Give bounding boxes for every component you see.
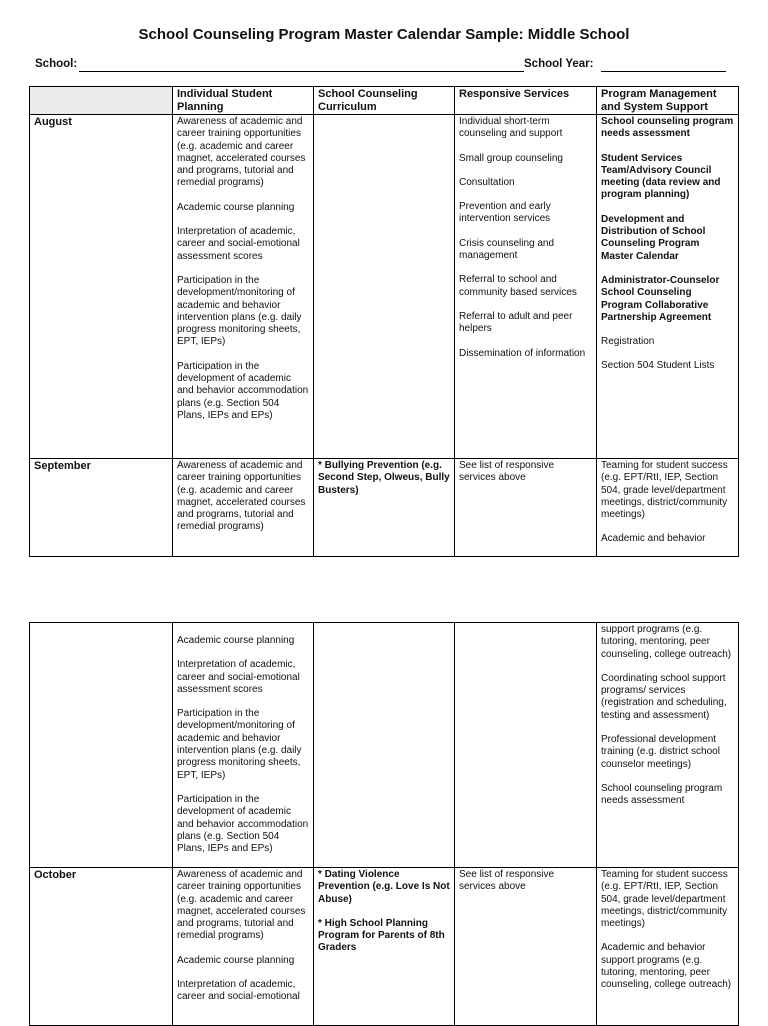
october-individual-item: Academic course planning (177, 954, 295, 966)
table-row-october (30, 868, 739, 1026)
september-responsive-item: See list of responsive services above (459, 460, 555, 484)
august-individual-cell (173, 115, 314, 459)
october-individual-item: Interpretation of academic, career and social-emotional (177, 979, 300, 1003)
august-individual-item: Interpretation of academic, career and social-emotional assessment scores (177, 226, 300, 262)
continued-program-cell (597, 623, 739, 868)
continued-individual-item: Participation in the development/monitoring of academic and behavior intervention plans (e.g. daily progress monitoring sheets, EPT, IEPs) (177, 708, 302, 781)
school-year-label: School Year: (524, 58, 594, 70)
september-curriculum-cell (314, 459, 455, 557)
august-individual-item: Participation in the development of academic and behavior accommodation plans (e.g. Section 504 Plans, IEPs and EPs) (177, 360, 309, 421)
september-program-cell (597, 459, 739, 557)
august-responsive-item: Crisis counseling and management (459, 237, 555, 262)
school-info-line (35, 58, 735, 74)
month-september: September (30, 459, 173, 557)
august-responsive-item: Small group counseling (459, 152, 563, 164)
october-responsive-item: See list of responsive services above (459, 869, 555, 893)
august-responsive-item: Referral to school and community based services (459, 274, 577, 298)
august-individual-item: Awareness of academic and career training opportunities (e.g. academic and career magnet, accelerated courses and programs, tutorial and remedial programs) (177, 116, 306, 189)
header-month-blank (30, 87, 173, 115)
october-individual-cell (173, 868, 314, 1026)
september-program-item: Academic and behavior (601, 533, 706, 545)
school-label: School: (35, 58, 78, 70)
header-school-counseling-curriculum: School Counseling Curriculum (314, 87, 455, 115)
table-row-september-continued (30, 623, 739, 868)
october-program-item: Teaming for student success (e.g. EPT/RtI, IEP, Section 504, grade level/department meetings, district/community meetings) (601, 869, 728, 930)
september-individual-item: Awareness of academic and career training opportunities (e.g. academic and career magnet, accelerated courses and programs, tutorial and remedial programs) (177, 460, 306, 533)
continued-program-item: support programs (e.g. tutoring, mentoring, peer counseling, college outreach) (601, 624, 732, 660)
calendar-table-page-1 (29, 86, 739, 557)
september-curriculum-item: * Bullying Prevention (e.g. Second Step, Olweus, Bully Busters) (318, 460, 450, 496)
september-individual-cell (173, 459, 314, 557)
header-program-management: Program Management and System Support (597, 87, 739, 115)
table-row-august (30, 115, 739, 459)
month-august: August (30, 115, 173, 459)
october-program-item: Academic and behavior support programs (e.g. tutoring, mentoring, peer counseling, college outreach) (601, 942, 732, 991)
august-curriculum-cell (314, 115, 455, 459)
august-responsive-cell (455, 115, 597, 459)
month-october: October (30, 868, 173, 1026)
school-year-blank[interactable] (601, 71, 726, 72)
october-individual-item: Awareness of academic and career training opportunities (e.g. academic and career magnet, accelerated courses and programs, tutorial and remedial programs) (177, 869, 306, 942)
august-individual-item: Academic course planning (177, 201, 295, 213)
october-curriculum-cell (314, 868, 455, 1026)
october-curriculum-item: * Dating Violence Prevention (e.g. Love Is Not Abuse) (318, 869, 450, 905)
august-program-item: Registration (601, 336, 655, 348)
august-individual-item: Participation in the development/monitoring of academic and behavior intervention plans (e.g. daily progress monitoring sheets, EPT, IEPs) (177, 274, 302, 348)
august-responsive-item: Individual short-term counseling and support (459, 116, 563, 140)
august-responsive-item: Consultation (459, 176, 515, 188)
august-program-item: Administrator-Counselor School Counseling Program Collaborative Partnership Agreement (601, 274, 720, 323)
august-responsive-item: Referral to adult and peer helpers (459, 310, 573, 335)
continued-individual-item: Participation in the development of academic and behavior accommodation plans (e.g. Section 504 Plans, IEPs and EPs) (177, 793, 309, 855)
header-responsive-services: Responsive Services (455, 87, 597, 115)
continued-individual-cell (173, 623, 314, 868)
table-row-september (30, 459, 739, 557)
school-name-blank[interactable] (79, 71, 524, 72)
continued-individual-item: Academic course planning (177, 635, 295, 646)
table-header-row (30, 87, 739, 115)
continued-month-cell (30, 623, 173, 868)
continued-responsive-cell (455, 623, 597, 868)
continued-individual-item: Interpretation of academic, career and social-emotional assessment scores (177, 659, 300, 695)
continued-curriculum-cell (314, 623, 455, 868)
document-title: School Counseling Program Master Calendar Sample: Middle School (138, 26, 630, 43)
september-program-item: Teaming for student success (e.g. EPT/RtI, IEP, Section 504, grade level/department meetings, district/community meetings) (601, 460, 728, 521)
august-responsive-item: Prevention and early intervention services (459, 201, 551, 225)
continued-program-item: Professional development training (e.g. district school counselor meetings) (601, 734, 720, 770)
calendar-table-page-2 (29, 622, 739, 1026)
august-program-cell (597, 115, 739, 459)
august-program-item: Development and Distribution of School Counseling Program Master Calendar (601, 213, 706, 262)
september-responsive-cell (455, 459, 597, 557)
august-program-item: Section 504 Student Lists (601, 360, 715, 372)
october-program-cell (597, 868, 739, 1026)
continued-program-item: Coordinating school support programs/ services (registration and scheduling, testing and assessment) (601, 672, 727, 721)
october-curriculum-item: * High School Planning Program for Parents of 8th Graders (318, 917, 445, 954)
august-responsive-item: Dissemination of information (459, 347, 586, 359)
october-responsive-cell (455, 868, 597, 1026)
august-program-item: School counseling program needs assessment (601, 116, 734, 140)
header-individual-student-planning: Individual Student Planning (173, 87, 314, 115)
august-program-item: Student Services Team/Advisory Council meeting (data review and program planning) (601, 152, 721, 201)
continued-program-item: School counseling program needs assessment (601, 782, 723, 807)
